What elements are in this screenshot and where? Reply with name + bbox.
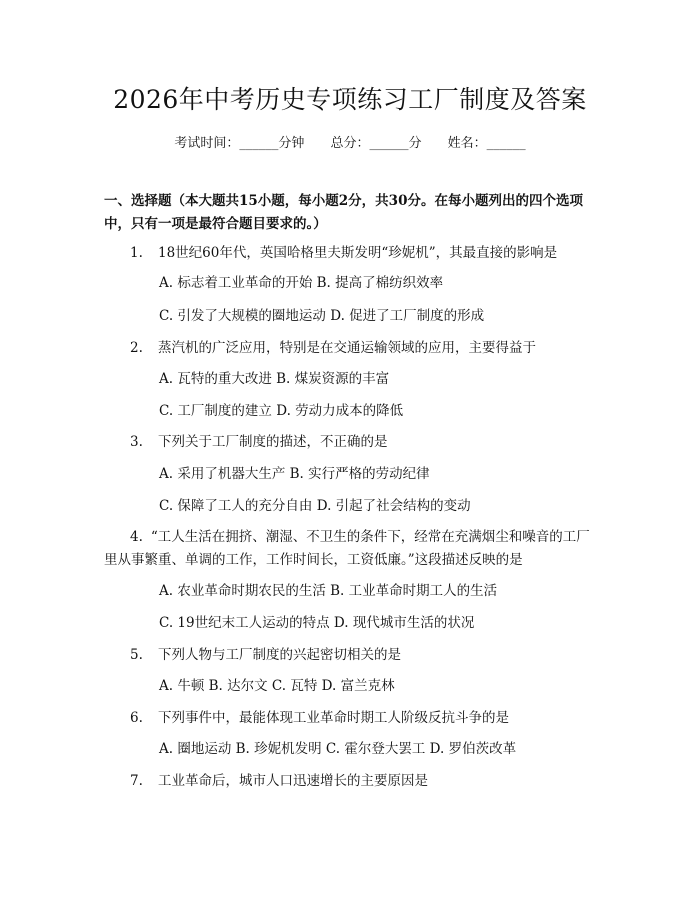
question-number: 7. [130, 773, 143, 789]
exam-info [0, 132, 700, 151]
question-number: 6. [130, 710, 143, 726]
student-name-field: 姓名：______ [447, 136, 526, 151]
question-stem: 蒸汽机的广泛应用，特别是在交通运输领域的应用，主要得益于 [158, 340, 536, 356]
question-3 [130, 431, 600, 454]
question-3-options-cd: C. 保障了工人的充分自由 D. 引起了社会结构的变动 [159, 498, 471, 514]
question-7 [130, 770, 600, 793]
page-title: 2026年中考历史专项练习工厂制度及答案 [113, 85, 587, 114]
question-stem: 下列事件中，最能体现工业革命时期工人阶级反抗斗争的是 [158, 710, 509, 726]
question-5-options: A. 牛顿 B. 达尔文 C. 瓦特 D. 富兰克林 [159, 678, 395, 694]
question-4-options-ab: A. 农业革命时期农民的生活 B. 工业革命时期工人的生活 [159, 583, 498, 599]
question-number: 5. [130, 647, 143, 663]
question-1-options-cd: C. 引发了大规模的圈地运动 D. 促进了工厂制度的形成 [159, 308, 485, 324]
question-2 [130, 337, 600, 360]
total-score-field: 总分：______分 [330, 136, 422, 151]
question-stem: 工业革命后，城市人口迅速增长的主要原因是 [158, 773, 428, 789]
question-stem: 下列关于工厂制度的描述，不正确的是 [158, 434, 388, 450]
question-3-options-ab: A. 采用了机器大生产 B. 实行严格的劳动纪律 [159, 466, 430, 482]
question-number: 2. [130, 340, 143, 356]
question-number: 4. [130, 529, 143, 545]
question-4 [104, 526, 602, 572]
section-header: 一、选择题（本大题共15小题，每小题2分，共30分。在每小题列出的四个选项中，只有一项是最符合题目要求的。） [104, 193, 583, 232]
question-stem: “工人生活在拥挤、潮湿、不卫生的条件下，经常在充满烟尘和噪音的工厂里从事繁重、单调的工作，工作时间长，工资低廉。”这段描述反映的是 [104, 529, 590, 568]
question-stem: 下列人物与工厂制度的兴起密切相关的是 [158, 647, 401, 663]
question-number: 1. [130, 245, 143, 261]
question-4-options-cd: C. 19世纪末工人运动的特点 D. 现代城市生活的状况 [159, 615, 475, 631]
question-5 [130, 644, 600, 667]
question-2-options-ab: A. 瓦特的重大改进 B. 煤炭资源的丰富 [159, 371, 390, 387]
question-stem: 18世纪60年代，英国哈格里夫斯发明“珍妮机”，其最直接的影响是 [158, 245, 558, 261]
question-number: 3. [130, 434, 143, 450]
question-1 [130, 242, 600, 265]
exam-time-field: 考试时间：______分钟 [174, 136, 305, 151]
question-6-options: A. 圈地运动 B. 珍妮机发明 C. 霍尔登大罢工 D. 罗伯茨改革 [159, 741, 517, 757]
question-6 [130, 707, 600, 730]
question-2-options-cd: C. 工厂制度的建立 D. 劳动力成本的降低 [159, 403, 404, 419]
question-1-options-ab: A. 标志着工业革命的开始 B. 提高了棉纺织效率 [159, 275, 444, 291]
